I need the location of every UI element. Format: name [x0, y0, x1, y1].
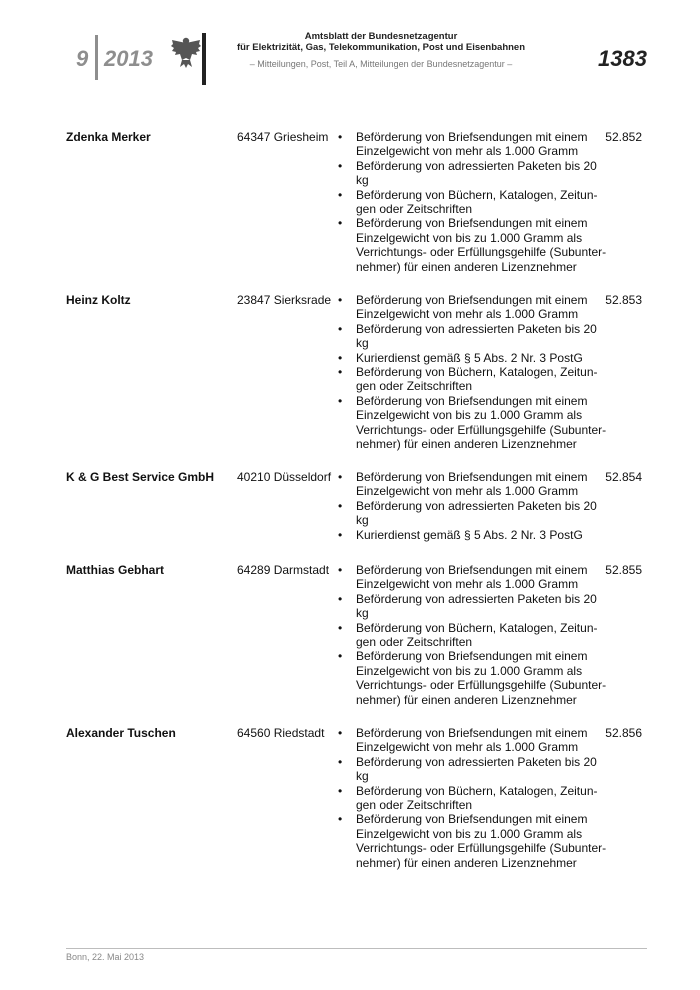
service-item: • Kurierdienst gemäß § 5 Abs. 2 Nr. 3 PostG — [338, 351, 608, 365]
service-item: • Beförderung von adressierten Paketen bis 20 kg — [338, 592, 608, 621]
service-item: • Beförderung von Büchern, Katalogen, Zeitun-gen oder Zeitschriften — [338, 621, 608, 650]
service-item: • Beförderung von Briefsendungen mit einem Einzelgewicht von bis zu 1.000 Gramm als Verrichtungs- oder Erfüllungsgehilfe (Subunter-nehmer) für einen anderen Lizenznehmer — [338, 394, 608, 452]
footer-place-date: Bonn, 22. Mai 2013 — [66, 952, 145, 962]
service-list — [338, 293, 608, 451]
service-item: • Beförderung von Briefsendungen mit einem Einzelgewicht von mehr als 1.000 Gramm — [338, 470, 608, 499]
licensee-place: 40210 Düsseldorf — [237, 470, 332, 484]
service-item: • Beförderung von adressierten Paketen bis 20 kg — [338, 159, 608, 188]
licensee-place: 23847 Sierksrade — [237, 293, 332, 307]
service-item: • Kurierdienst gemäß § 5 Abs. 2 Nr. 3 PostG — [338, 528, 608, 542]
service-list — [338, 563, 608, 707]
publication-subtitle: – Mitteilungen, Post, Teil A, Mitteilungen der Bundesnetzagentur – — [249, 59, 513, 69]
service-item: • Beförderung von Briefsendungen mit einem Einzelgewicht von mehr als 1.000 Gramm — [338, 130, 608, 159]
licensee-place: 64560 Riedstadt — [237, 726, 325, 740]
service-item: • Beförderung von Büchern, Katalogen, Zeitun-gen oder Zeitschriften — [338, 188, 608, 217]
licensee-name: Matthias Gebhart — [66, 563, 165, 577]
service-list — [338, 726, 608, 870]
publication-title — [220, 31, 542, 53]
service-item: • Beförderung von Büchern, Katalogen, Zeitun-gen oder Zeitschriften — [338, 365, 608, 394]
licensee-name: Alexander Tuschen — [66, 726, 176, 740]
page-number: 1383 — [598, 46, 647, 71]
service-item: • Beförderung von adressierten Paketen bis 20 kg — [338, 499, 608, 528]
service-item: • Beförderung von Briefsendungen mit einem Einzelgewicht von mehr als 1.000 Gramm — [338, 293, 608, 322]
service-item: • Beförderung von Büchern, Katalogen, Zeitun-gen oder Zeitschriften — [338, 784, 608, 813]
license-number: 52.856 — [605, 726, 642, 740]
license-number: 52.852 — [605, 130, 642, 144]
service-list — [338, 130, 608, 274]
service-list — [338, 470, 608, 542]
license-number: 52.855 — [605, 563, 642, 577]
publication-title-line1: Amtsblatt der Bundesnetzagentur — [304, 31, 458, 42]
issue-year: 2013 — [104, 46, 153, 71]
licensee-name: Zdenka Merker — [66, 130, 151, 144]
service-item: • Beförderung von adressierten Paketen bis 20 kg — [338, 322, 608, 351]
license-number: 52.853 — [605, 293, 642, 307]
licensee-name: K & G Best Service GmbH — [66, 470, 215, 484]
footer-divider — [66, 948, 647, 949]
service-item: • Beförderung von Briefsendungen mit einem Einzelgewicht von bis zu 1.000 Gramm als Verrichtungs- oder Erfüllungsgehilfe (Subunter-nehmer) für einen anderen Lizenznehmer — [338, 649, 608, 707]
license-number: 52.854 — [605, 470, 642, 484]
service-item: • Beförderung von Briefsendungen mit einem Einzelgewicht von bis zu 1.000 Gramm als Verrichtungs- oder Erfüllungsgehilfe (Subunter-nehmer) für einen anderen Lizenznehmer — [338, 216, 608, 274]
header-separator — [95, 35, 98, 80]
publication-title-line2: für Elektrizität, Gas, Telekommunikation, Post und Eisenbahnen — [236, 42, 526, 53]
service-item: • Beförderung von Briefsendungen mit einem Einzelgewicht von mehr als 1.000 Gramm — [338, 563, 608, 592]
issue-number: 9 — [76, 46, 89, 71]
service-item: • Beförderung von Briefsendungen mit einem Einzelgewicht von bis zu 1.000 Gramm als Verrichtungs- oder Erfüllungsgehilfe (Subunter-nehmer) für einen anderen Lizenznehmer — [338, 812, 608, 870]
federal-eagle-icon — [170, 34, 202, 70]
service-item: • Beförderung von Briefsendungen mit einem Einzelgewicht von mehr als 1.000 Gramm — [338, 726, 608, 755]
licensee-name: Heinz Koltz — [66, 293, 131, 307]
licensee-place: 64289 Darmstadt — [237, 563, 330, 577]
flag-bar — [202, 33, 206, 85]
licensee-place: 64347 Griesheim — [237, 130, 329, 144]
service-item: • Beförderung von adressierten Paketen bis 20 kg — [338, 755, 608, 784]
